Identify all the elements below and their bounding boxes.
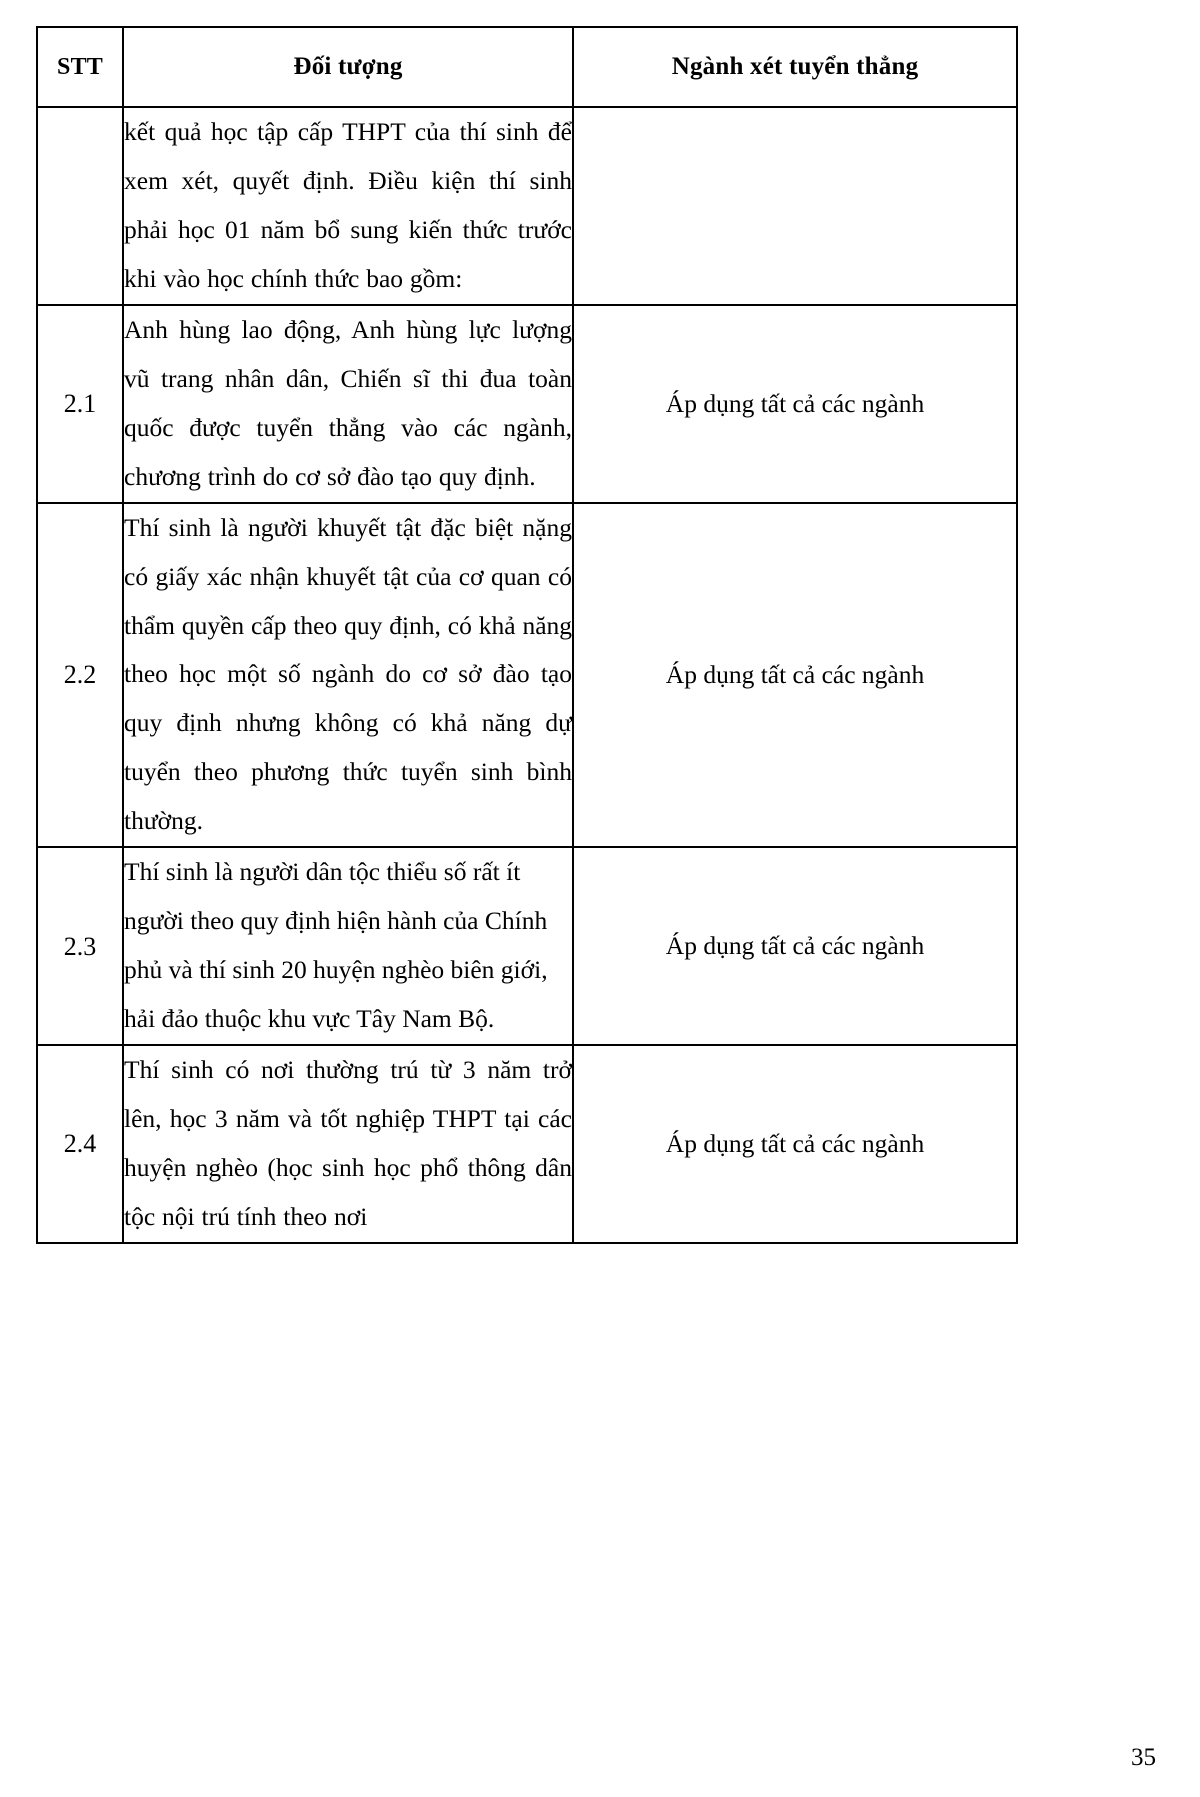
table-row xyxy=(37,847,1017,1045)
column-header-stt: STT xyxy=(37,27,123,107)
cell-stt: 2.4 xyxy=(37,1045,123,1243)
table-row xyxy=(37,305,1017,503)
cell-stt: 2.2 xyxy=(37,503,123,848)
admission-criteria-table xyxy=(36,26,1018,1244)
column-header-doi-tuong: Đối tượng xyxy=(123,27,573,107)
table-row xyxy=(37,503,1017,848)
cell-stt: 2.3 xyxy=(37,847,123,1045)
table-body xyxy=(37,107,1017,1243)
page-number: 35 xyxy=(1131,1744,1156,1771)
cell-stt xyxy=(37,107,123,305)
cell-doi-tuong: Thí sinh là người dân tộc thiểu số rất ít người theo quy định hiện hành của Chính phủ và thí sinh 20 huyện nghèo biên giới, hải đảo thuộc khu vực Tây Nam Bộ. xyxy=(123,847,573,1045)
cell-doi-tuong: Thí sinh có nơi thường trú từ 3 năm trở lên, học 3 năm và tốt nghiệp THPT tại các huyện nghèo (học sinh học phổ thông dân tộc nội trú tính theo nơi xyxy=(123,1045,573,1243)
table-header xyxy=(37,27,1017,107)
cell-nganh: Áp dụng tất cả các ngành xyxy=(573,503,1017,848)
cell-stt: 2.1 xyxy=(37,305,123,503)
table-header-row xyxy=(37,27,1017,107)
cell-doi-tuong: kết quả học tập cấp THPT của thí sinh để xem xét, quyết định. Điều kiện thí sinh phải học 01 năm bổ sung kiến thức trước khi vào học chính thức bao gồm: xyxy=(123,107,573,305)
cell-doi-tuong: Thí sinh là người khuyết tật đặc biệt nặng có giấy xác nhận khuyết tật của cơ quan có thẩm quyền cấp theo quy định, có khả năng theo học một số ngành do cơ sở đào tạo quy định nhưng không có khả năng dự tuyển theo phương thức tuyển sinh bình thường. xyxy=(123,503,573,848)
cell-nganh xyxy=(573,107,1017,305)
cell-nganh: Áp dụng tất cả các ngành xyxy=(573,847,1017,1045)
column-header-nganh: Ngành xét tuyển thẳng xyxy=(573,27,1017,107)
table-row xyxy=(37,107,1017,305)
cell-nganh: Áp dụng tất cả các ngành xyxy=(573,1045,1017,1243)
cell-doi-tuong: Anh hùng lao động, Anh hùng lực lượng vũ trang nhân dân, Chiến sĩ thi đua toàn quốc được tuyển thẳng vào các ngành, chương trình do cơ sở đào tạo quy định. xyxy=(123,305,573,503)
cell-nganh: Áp dụng tất cả các ngành xyxy=(573,305,1017,503)
table-row xyxy=(37,1045,1017,1243)
table-container xyxy=(36,26,1016,1244)
